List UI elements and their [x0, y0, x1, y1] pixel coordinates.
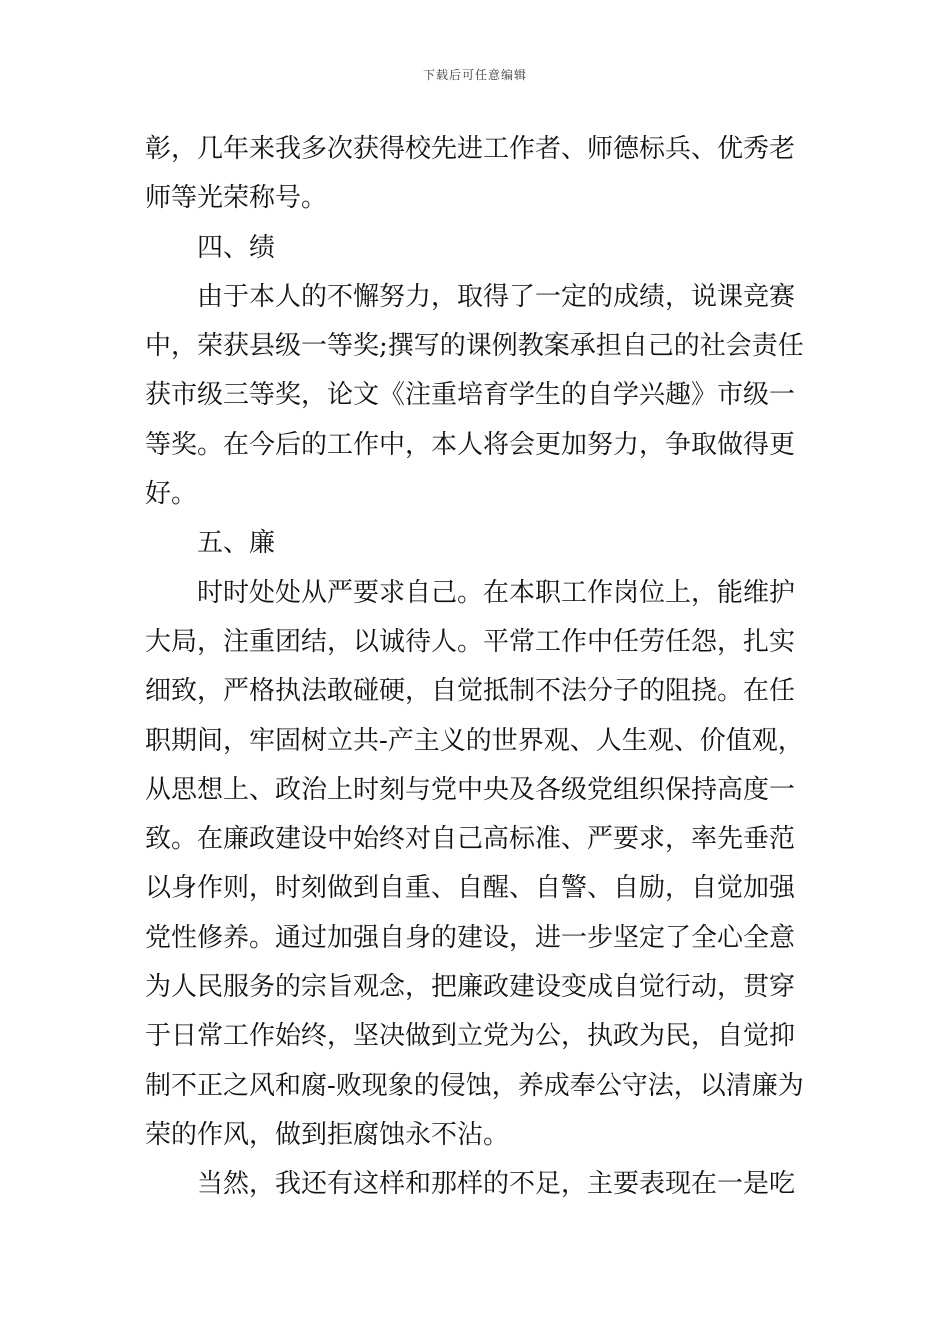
- text-line: 荣的作风，做到拒腐蚀永不沾。: [145, 1119, 510, 1150]
- text-line: 细致，严格执法敢碰硬，自觉抵制不法分子的阻挠。在任: [145, 676, 796, 707]
- section-heading: 四、绩: [197, 232, 276, 263]
- text-line: 中，荣获县级一等奖;撰写的课例教案承担自己的社会责任: [145, 331, 804, 362]
- text-line: 当然，我还有这样和那样的不足，主要表现在一是吃: [197, 1169, 796, 1200]
- text-line: 获市级三等奖，论文《注重培育学生的自学兴趣》市级一: [145, 380, 796, 411]
- text-line: 由于本人的不懈努力，取得了一定的成绩，说课竞赛: [197, 281, 796, 312]
- text-line: 好。: [145, 479, 198, 510]
- text-line: 为人民服务的宗旨观念，把廉政建设变成自觉行动，贯穿: [145, 972, 796, 1003]
- text-line: 以身作则，时刻做到自重、自醒、自警、自励，自觉加强: [145, 873, 796, 904]
- text-line: 师等光荣称号。: [145, 183, 328, 214]
- text-line: 职期间，牢固树立共-产主义的世界观、人生观、价值观，: [145, 725, 804, 756]
- text-line: 党性修养。通过加强自身的建设，进一步坚定了全心全意: [145, 922, 796, 953]
- section-heading: 五、廉: [197, 528, 276, 559]
- page-header: 下载后可任意编辑: [422, 68, 527, 82]
- text-line: 大局，注重团结，以诚待人。平常工作中任劳任怨，扎实: [145, 626, 796, 657]
- text-line: 于日常工作始终，坚决做到立党为公，执政为民，自觉抑: [145, 1021, 796, 1052]
- text-line: 等奖。在今后的工作中，本人将会更加努力，争取做得更: [145, 429, 796, 460]
- document-body: [145, 125, 805, 1210]
- text-line: 制不正之风和腐-败现象的侵蚀，养成奉公守法，以清廉为: [145, 1070, 804, 1101]
- text-line: 时时处处从严要求自己。在本职工作岗位上，能维护: [197, 577, 796, 608]
- text-line: 从思想上、政治上时刻与党中央及各级党组织保持高度一: [145, 774, 796, 805]
- text-line: 致。在廉政建设中始终对自己高标准、严要求，率先垂范: [145, 824, 796, 855]
- text-line: 彰，几年来我多次获得校先进工作者、师德标兵、优秀老: [145, 134, 796, 164]
